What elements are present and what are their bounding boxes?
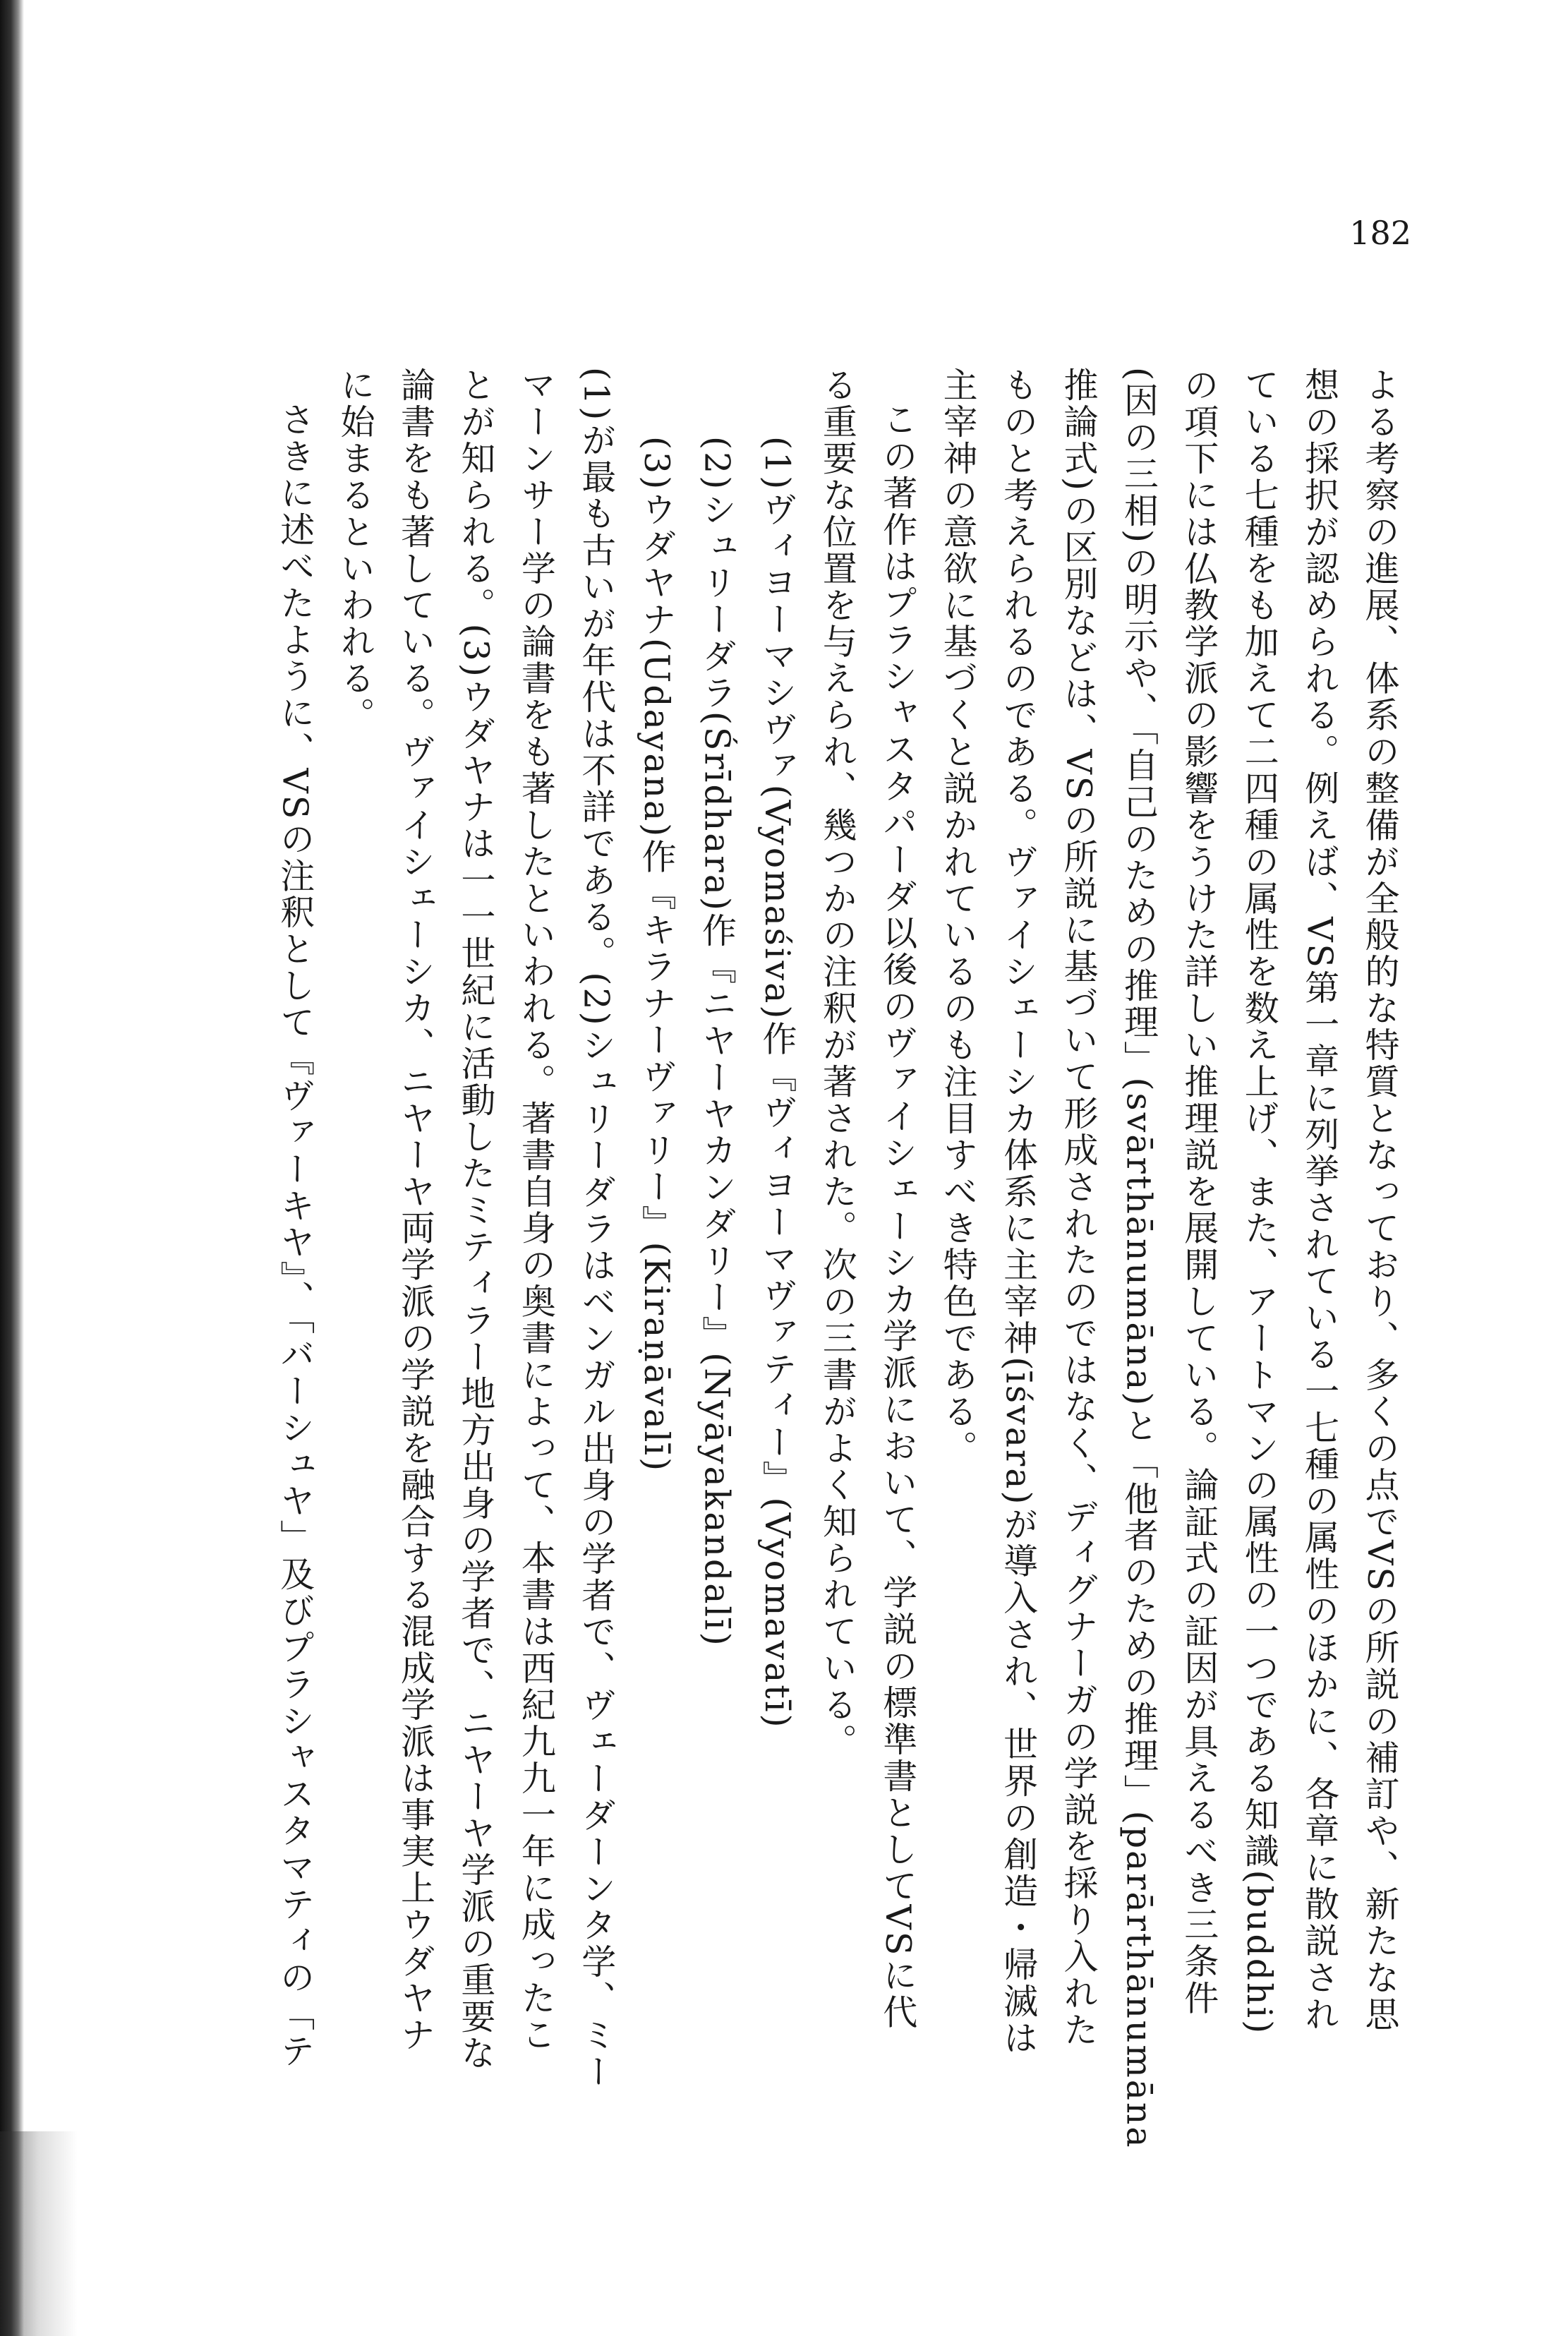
list-item: (1)ヴィヨーマシヴァ(Vyomaśiva)作『ヴィヨーマヴァティー』(Vyomavatī) [756,436,797,1730]
text-line: 想の採択が認められる。例えば、VS第一章に列挙されている一七種の属性のほかに、各章に散説され [1299,367,1340,2033]
text-line: よる考察の進展、体系の整備が全般的な特質となっており、多くの点でVSの所説の補訂や、新たな思 [1360,367,1400,2033]
text-line: マーンサー学の論書をも著したといわれる。著書自身の奥書によって、本書は西紀九九一年に成ったこ [516,367,557,2054]
text-line: る重要な位置を与えられ、幾つかの注釈が著された。次の三書がよく知られている。 [817,367,858,1760]
text-line: に始まるといわれる。 [335,367,376,734]
scan-shadow-edge [0,0,24,2336]
text-line: の項下には仏教学派の影響をうけた詳しい推理説を展開している。論証式の証因が具えるべき三条件 [1178,367,1219,2017]
text-line: 主宰神の意欲に基づくと説かれているのも注目すべき特色である。 [938,367,979,1467]
paragraph-start-line: この著作はプラシャスタパーダ以後のヴァイシェーシカ学派において、学説の標準書としてVSに代 [877,402,918,2031]
text-line: (因の三相)の明示や、「自己のための推理」(svārthānumāna)と「他者のための推理」(parārthānumāna [1118,367,1159,2150]
text-line: 推論式)の区別などは、VSの所説に基づいて形成されたのではなく、ディグナーガの学説を採り入れた [1058,367,1099,2049]
text-line: (1)が最も古いが年代は不詳である。(2)シュリーダラはベンガル出身の学者で、ヴェーダーンタ学、ミー [576,367,617,2090]
paragraph-start-line: さきに述べたように、VSの注釈として『ヴァーキヤ』、「バーシュヤ」及びプラシャスタマティの「テ [275,402,315,2070]
page-number: 182 [1349,214,1411,252]
text-line: ている七種をも加えて二四種の属性を数え上げ、また、アートマンの属性の一つである知識(buddhi) [1239,367,1280,2036]
scan-shadow-corner [0,2131,78,2336]
body-text [265,367,1410,2188]
text-line: ものと考えられるのである。ヴァイシェーシカ体系に主宰神(īśvara)が導入され、世界の創造・帰滅は [998,367,1039,2057]
text-line: 論書をも著している。ヴァイシェーシカ、ニヤーヤ両学派の学説を融合する混成学派は事実上ウダヤナ [395,367,436,2054]
list-item: (2)シュリーダラ(Śrīdhara)作『ニヤーヤカンダリー』(Nyāyakandalī) [696,436,737,1648]
list-item: (3)ウダヤナ(Udayana)作『キラナーヴァリー』(Kiraṇāvalī) [637,436,677,1474]
text-line: とが知られる。(3)ウダヤナは一一世紀に活動したミティラー地方出身の学者で、ニヤーヤ学派の重要な [455,367,496,2072]
